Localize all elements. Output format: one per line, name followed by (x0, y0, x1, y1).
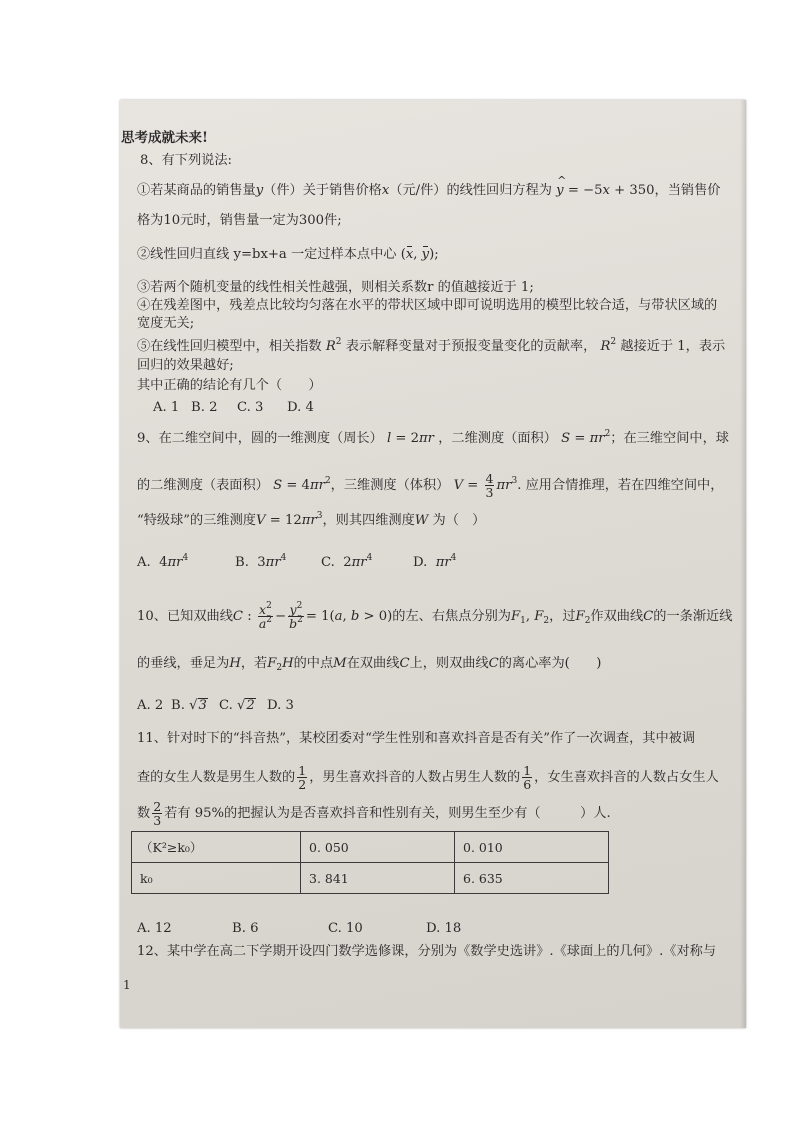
q8-statement-4-cont: 宽度无关; (137, 316, 195, 331)
q8-question: 其中正确的结论有几个（ ） (137, 378, 322, 393)
q9-line-1: 9、在二维空间中，圆的一维测度（周长） l = 2πr ，二维测度（面积） $S = \pi r^2$；在三维空间中，球 (137, 429, 729, 446)
q9-line-3: “特级球”的三维测度$V = 12\pi r^3$，则其四维测度W 为（ ） (137, 511, 486, 528)
q9-options: A. $4\pi r^4$ B. $3\pi r^4$ C. $2\pi r^4$ D. $\pi r^4$ (137, 553, 457, 570)
regression-equation: ^ y = −5x + 350 (556, 183, 654, 198)
q9-line-2: 的二维测度（表面积） $S = 4\pi r^2$，三维测度（体积） V = $\frac{4}{3}$ $\pi r^3$. 应用合情推理，若在四维空间中， (137, 471, 724, 501)
q11-line-1: 11、针对时下的“抖音热”，某校团委对“学生性别和喜欢抖音是否有关”作了一次调查，其中被调 (137, 731, 696, 746)
q8-statement-1-cont: 格为10元时，销售量一定为300件; (137, 213, 342, 228)
q8-statement-3: ③若两个随机变量的线性相关性越强，则相关系数r 的值越接近于 1; (137, 280, 534, 295)
table-cell: （K²≥k₀） (132, 832, 301, 863)
page-number: 1 (123, 978, 131, 992)
critical-value-table (131, 831, 609, 894)
q12-line-1: 12、某中学在高二下学期开设四门数学选修课，分别为《数学史选讲》.《球面上的几何》.《对称与 (137, 944, 717, 959)
q8-options: A. 1 B. 2 C. 3 D. 4 (153, 400, 314, 415)
q11-line-2: 查的女生人数是男生人数的 $\frac{1}{2}$ ，男生喜欢抖音的人数占男生人数的 $\frac{1}{6}$ ，女生喜欢抖音的人数占女生人 (137, 763, 719, 793)
exam-page (120, 100, 746, 1028)
table-cell: 0. 050 (301, 832, 455, 863)
q10-line-2: 的垂线，垂足为H，若$F_2H$的中点M在双曲线C上，则双曲线C的离心率为( ) (137, 656, 602, 673)
q8-statement-2: ②线性回归直线 y=bx+a 一定过样本点中心 (x, y); (137, 247, 439, 262)
q10-line-1: 10、已知双曲线C : $\frac{x^2}{a^2}$ − $\frac{y^2}{b^2}$ = 1(a, b > 0)的左、右焦点分别为$F_1$, $F_2$，过$F_2$作双曲线C的一条渐近线 (137, 601, 733, 632)
table-cell: 6. 635 (455, 863, 609, 894)
table-cell: 3. 841 (301, 863, 455, 894)
q8-statement-1: ①若某商品的销售量y（件）关于销售价格x（元/件）的线性回归方程为 ^ y = −5x + 350，当销售价 (137, 184, 720, 197)
q10-options: A. 2 B. √3 C. √2 D. 3 (137, 698, 294, 713)
q8-stem: 8、有下列说法: (140, 153, 232, 168)
table-cell: 0. 010 (455, 832, 609, 863)
q8-statement-4: ④在残差图中，残差点比较均匀落在水平的带状区域中即可说明选用的模型比较合适，与带状区域的 (137, 298, 718, 313)
q8-statement-5: ⑤在线性回归模型中，相关指数 $R^2$ 表示解释变量对于预报变量变化的贡献率， $R^2$ 越接近于 1，表示 (137, 337, 726, 354)
q11-line-3: 数 $\frac{2}{3}$ 若有 95%的把握认为是否喜欢抖音和性别有关，则男生至少有（ ）人. (137, 799, 611, 829)
table-cell: k₀ (132, 863, 301, 894)
q8-statement-5-cont: 回归的效果越好; (137, 358, 234, 373)
header-slogan: 思考成就未来! (121, 130, 208, 146)
q11-options: A. 12 B. 6 C. 10 D. 18 (137, 921, 462, 936)
table-row (132, 832, 609, 863)
table-row (132, 863, 609, 894)
